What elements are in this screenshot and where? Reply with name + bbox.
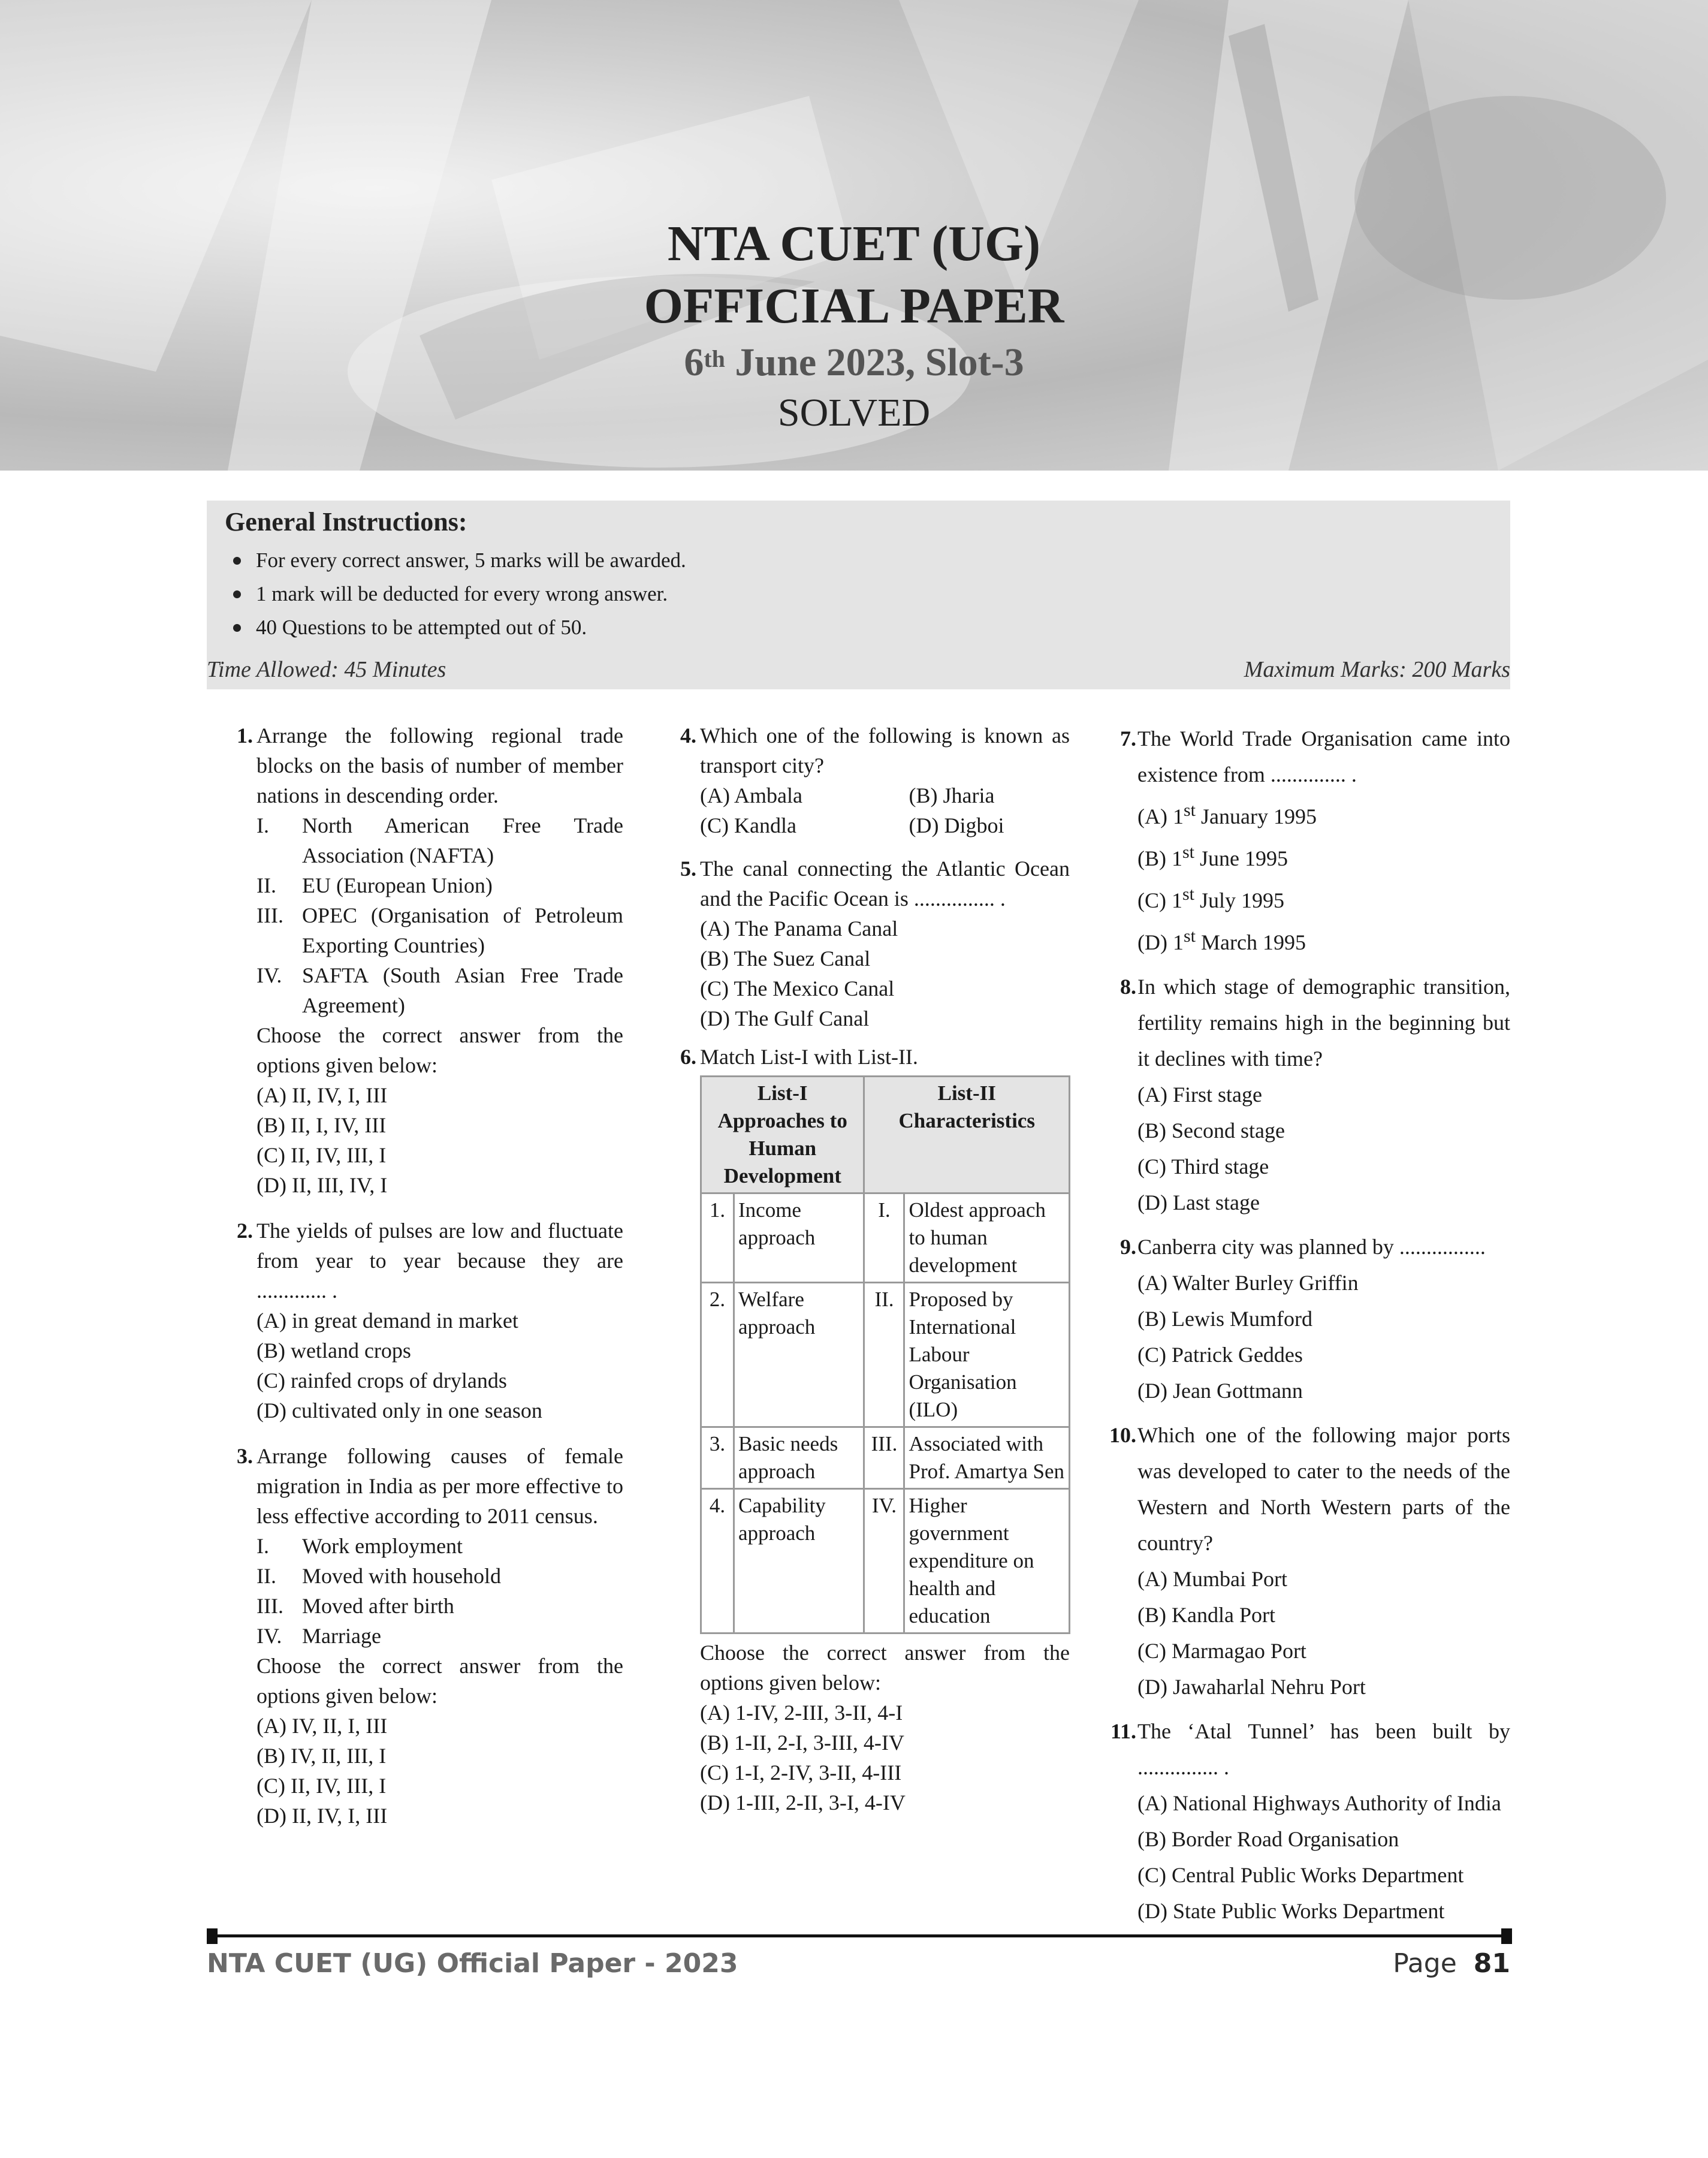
list-1-cell: Welfare approach (734, 1283, 864, 1427)
option: (D) cultivated only in one season (256, 1399, 542, 1422)
question-number: 9. (1120, 1235, 1136, 1259)
question-number: 5. (680, 857, 696, 881)
option: (B) Kandla Port (1137, 1603, 1275, 1627)
table-row (701, 1427, 1070, 1489)
paper-date: 6th June 2023, Slot-3 (684, 340, 1024, 384)
question-number: 2. (237, 1219, 253, 1243)
row-roman: IV. (864, 1489, 904, 1633)
option: (A) National Highways Authority of India (1137, 1791, 1501, 1815)
option: (A) IV, II, I, III (256, 1714, 388, 1738)
row-number: 3. (701, 1427, 734, 1489)
instructions-list (225, 544, 686, 644)
option: (B) Lewis Mumford (1137, 1307, 1312, 1331)
option: (C) Patrick Geddes (1137, 1343, 1303, 1367)
option: (B) 1-II, 2-I, 3-III, 4-IV (700, 1731, 904, 1755)
footer-rule (210, 1934, 1507, 1937)
header-banner (0, 0, 1708, 471)
table-row (701, 1193, 1070, 1283)
list-item: I. Work employment (256, 1534, 463, 1558)
option: (B) 1st June 1995 (1137, 842, 1288, 870)
paper-title-block (0, 213, 1708, 438)
option: (A) 1-IV, 2-III, 3-II, 4-I (700, 1701, 903, 1725)
footer-title: NTA CUET (UG) Official Paper - 2023 (207, 1948, 738, 1979)
question-9 (1103, 1229, 1510, 1409)
question-4 (665, 721, 1070, 840)
option: (C) Third stage (1137, 1155, 1269, 1179)
option: (D) 1-III, 2-II, 3-I, 4-IV (700, 1791, 906, 1815)
option: (A) in great demand in market (256, 1309, 518, 1333)
option: (B) Border Road Organisation (1137, 1827, 1399, 1851)
instruction-item: 1 mark will be deducted for every wrong answer. (225, 577, 686, 611)
question-7 (1103, 721, 1510, 960)
question-stem: The yields of pulses are low and fluctuate from year to year because they are ............. . (256, 1219, 623, 1303)
instruction-item: For every correct answer, 5 marks will be awarded. (225, 544, 686, 577)
footer-rule-cap-right (1501, 1928, 1512, 1944)
option: (C) II, IV, III, I (256, 1143, 387, 1167)
match-table (700, 1075, 1070, 1634)
question-stem: Canberra city was planned by ................ (1137, 1235, 1486, 1259)
question-10 (1103, 1417, 1510, 1705)
list-1-cell: Income approach (734, 1193, 864, 1283)
option: (B) Second stage (1137, 1119, 1285, 1143)
option: (A) II, IV, I, III (256, 1083, 388, 1107)
list-item: III. Moved after birth (256, 1594, 454, 1618)
option: (A) Ambala (700, 783, 802, 807)
row-number: 2. (701, 1283, 734, 1427)
page-number: Page 81 (1393, 1948, 1510, 1979)
list-2-cell: Higher government expenditure on health and education (904, 1489, 1070, 1633)
option: (D) State Public Works Department (1137, 1899, 1445, 1923)
table-row (701, 1489, 1070, 1633)
question-stem: The canal connecting the Atlantic Ocean and the Pacific Ocean is ............... . (700, 857, 1070, 911)
option: (C) The Mexico Canal (700, 976, 895, 1000)
list-1-header: List-I Approaches to Human Development (701, 1077, 864, 1193)
choose-instruction: Choose the correct answer from the options given below: (700, 1641, 1070, 1695)
list-item: I. North American Free Trade Association (NAFTA) (256, 813, 623, 867)
list-item: III. OPEC (Organisation of Petroleum Exporting Countries) (256, 903, 623, 957)
option: (C) II, IV, III, I (256, 1774, 387, 1798)
option: (C) Marmagao Port (1137, 1639, 1306, 1663)
question-stem: In which stage of demographic transition, fertility remains high in the beginning but it declines with time? (1137, 975, 1510, 1071)
question-stem: Match List-I with List-II. (700, 1045, 918, 1069)
option: (D) Jawaharlal Nehru Port (1137, 1675, 1366, 1699)
question-stem: Arrange following causes of female migration in India as per more effective to less effective according to 2011 census. (256, 1444, 623, 1528)
question-number: 7. (1120, 727, 1136, 751)
list-2-cell: Associated with Prof. Amartya Sen (904, 1427, 1070, 1489)
row-roman: II. (864, 1283, 904, 1427)
column-3 (1103, 721, 1510, 1937)
option: (B) II, I, IV, III (256, 1113, 387, 1137)
question-stem: Arrange the following regional trade blocks on the basis of number of member nations in descending order. (256, 724, 623, 807)
list-1-cell: Capability approach (734, 1489, 864, 1633)
question-6 (665, 1042, 1070, 1818)
option: (D) Last stage (1137, 1190, 1260, 1214)
question-stem: Which one of the following is known as transport city? (700, 724, 1070, 777)
question-number: 1. (237, 724, 253, 748)
question-stem: The World Trade Organisation came into existence from .............. . (1137, 727, 1510, 786)
title-line-2: OFFICIAL PAPER (644, 278, 1064, 334)
row-number: 1. (701, 1193, 734, 1283)
option: (C) rainfed crops of drylands (256, 1369, 507, 1393)
question-number: 10. (1109, 1423, 1136, 1447)
option: (A) The Panama Canal (700, 917, 898, 941)
list-item: IV. Marriage (256, 1624, 381, 1648)
question-number: 3. (237, 1444, 253, 1468)
question-number: 4. (680, 724, 696, 748)
question-11 (1103, 1713, 1510, 1929)
column-2 (665, 721, 1070, 1826)
list-item: IV. SAFTA (South Asian Free Trade Agreement) (256, 963, 623, 1017)
option: (C) 1-I, 2-IV, 3-II, 4-III (700, 1761, 902, 1785)
row-number: 4. (701, 1489, 734, 1633)
list-item: II. EU (European Union) (256, 873, 493, 897)
option: (A) Mumbai Port (1137, 1567, 1287, 1591)
option: (B) Jharia (909, 783, 995, 807)
time-allowed: Time Allowed: 45 Minutes (207, 657, 446, 682)
match-table-header (701, 1077, 1070, 1193)
option: (D) Digboi (909, 813, 1004, 837)
option: (C) 1st July 1995 (1137, 884, 1285, 912)
question-2 (222, 1216, 623, 1425)
column-1 (222, 721, 623, 1839)
option: (D) Jean Gottmann (1137, 1379, 1303, 1403)
title-line-1: NTA CUET (UG) (667, 216, 1041, 272)
option: (A) Walter Burley Griffin (1137, 1271, 1359, 1295)
question-stem: The ‘Atal Tunnel’ has been built by ............... . (1137, 1719, 1510, 1779)
choose-instruction: Choose the correct answer from the options given below: (256, 1023, 623, 1077)
instructions-title: General Instructions: (225, 507, 467, 537)
choose-instruction: Choose the correct answer from the options given below: (256, 1654, 623, 1708)
option: (A) First stage (1137, 1083, 1262, 1107)
option: (C) Central Public Works Department (1137, 1863, 1464, 1887)
option: (B) wetland crops (256, 1339, 411, 1363)
option: (C) Kandla (700, 813, 796, 837)
question-8 (1103, 969, 1510, 1220)
option: (A) 1st January 1995 (1137, 800, 1317, 828)
option: (D) II, IV, I, III (256, 1804, 388, 1828)
list-2-cell: Proposed by International Labour Organisation (ILO) (904, 1283, 1070, 1427)
list-2-cell: Oldest approach to human development (904, 1193, 1070, 1283)
option: (B) The Suez Canal (700, 947, 871, 971)
table-row (701, 1283, 1070, 1427)
maximum-marks: Maximum Marks: 200 Marks (1244, 657, 1510, 682)
option: (D) II, III, IV, I (256, 1173, 388, 1197)
question-number: 11. (1110, 1719, 1136, 1743)
options-grid (700, 780, 1070, 840)
question-stem: Which one of the following major ports was developed to cater to the needs of the Western and North Western parts of the country? (1137, 1423, 1510, 1555)
question-3 (222, 1441, 623, 1831)
solved-label: SOLVED (777, 391, 931, 435)
list-2-header: List-II Characteristics (864, 1077, 1070, 1193)
row-roman: I. (864, 1193, 904, 1283)
question-number: 6. (680, 1045, 696, 1069)
option: (D) 1st March 1995 (1137, 926, 1306, 954)
list-1-cell: Basic needs approach (734, 1427, 864, 1489)
row-roman: III. (864, 1427, 904, 1489)
option: (B) IV, II, III, I (256, 1744, 387, 1768)
question-5 (665, 854, 1070, 1033)
question-number: 8. (1120, 975, 1136, 999)
question-1 (222, 721, 623, 1200)
instruction-item: 40 Questions to be attempted out of 50. (225, 611, 686, 644)
option: (D) The Gulf Canal (700, 1006, 870, 1030)
list-item: II. Moved with household (256, 1564, 501, 1588)
